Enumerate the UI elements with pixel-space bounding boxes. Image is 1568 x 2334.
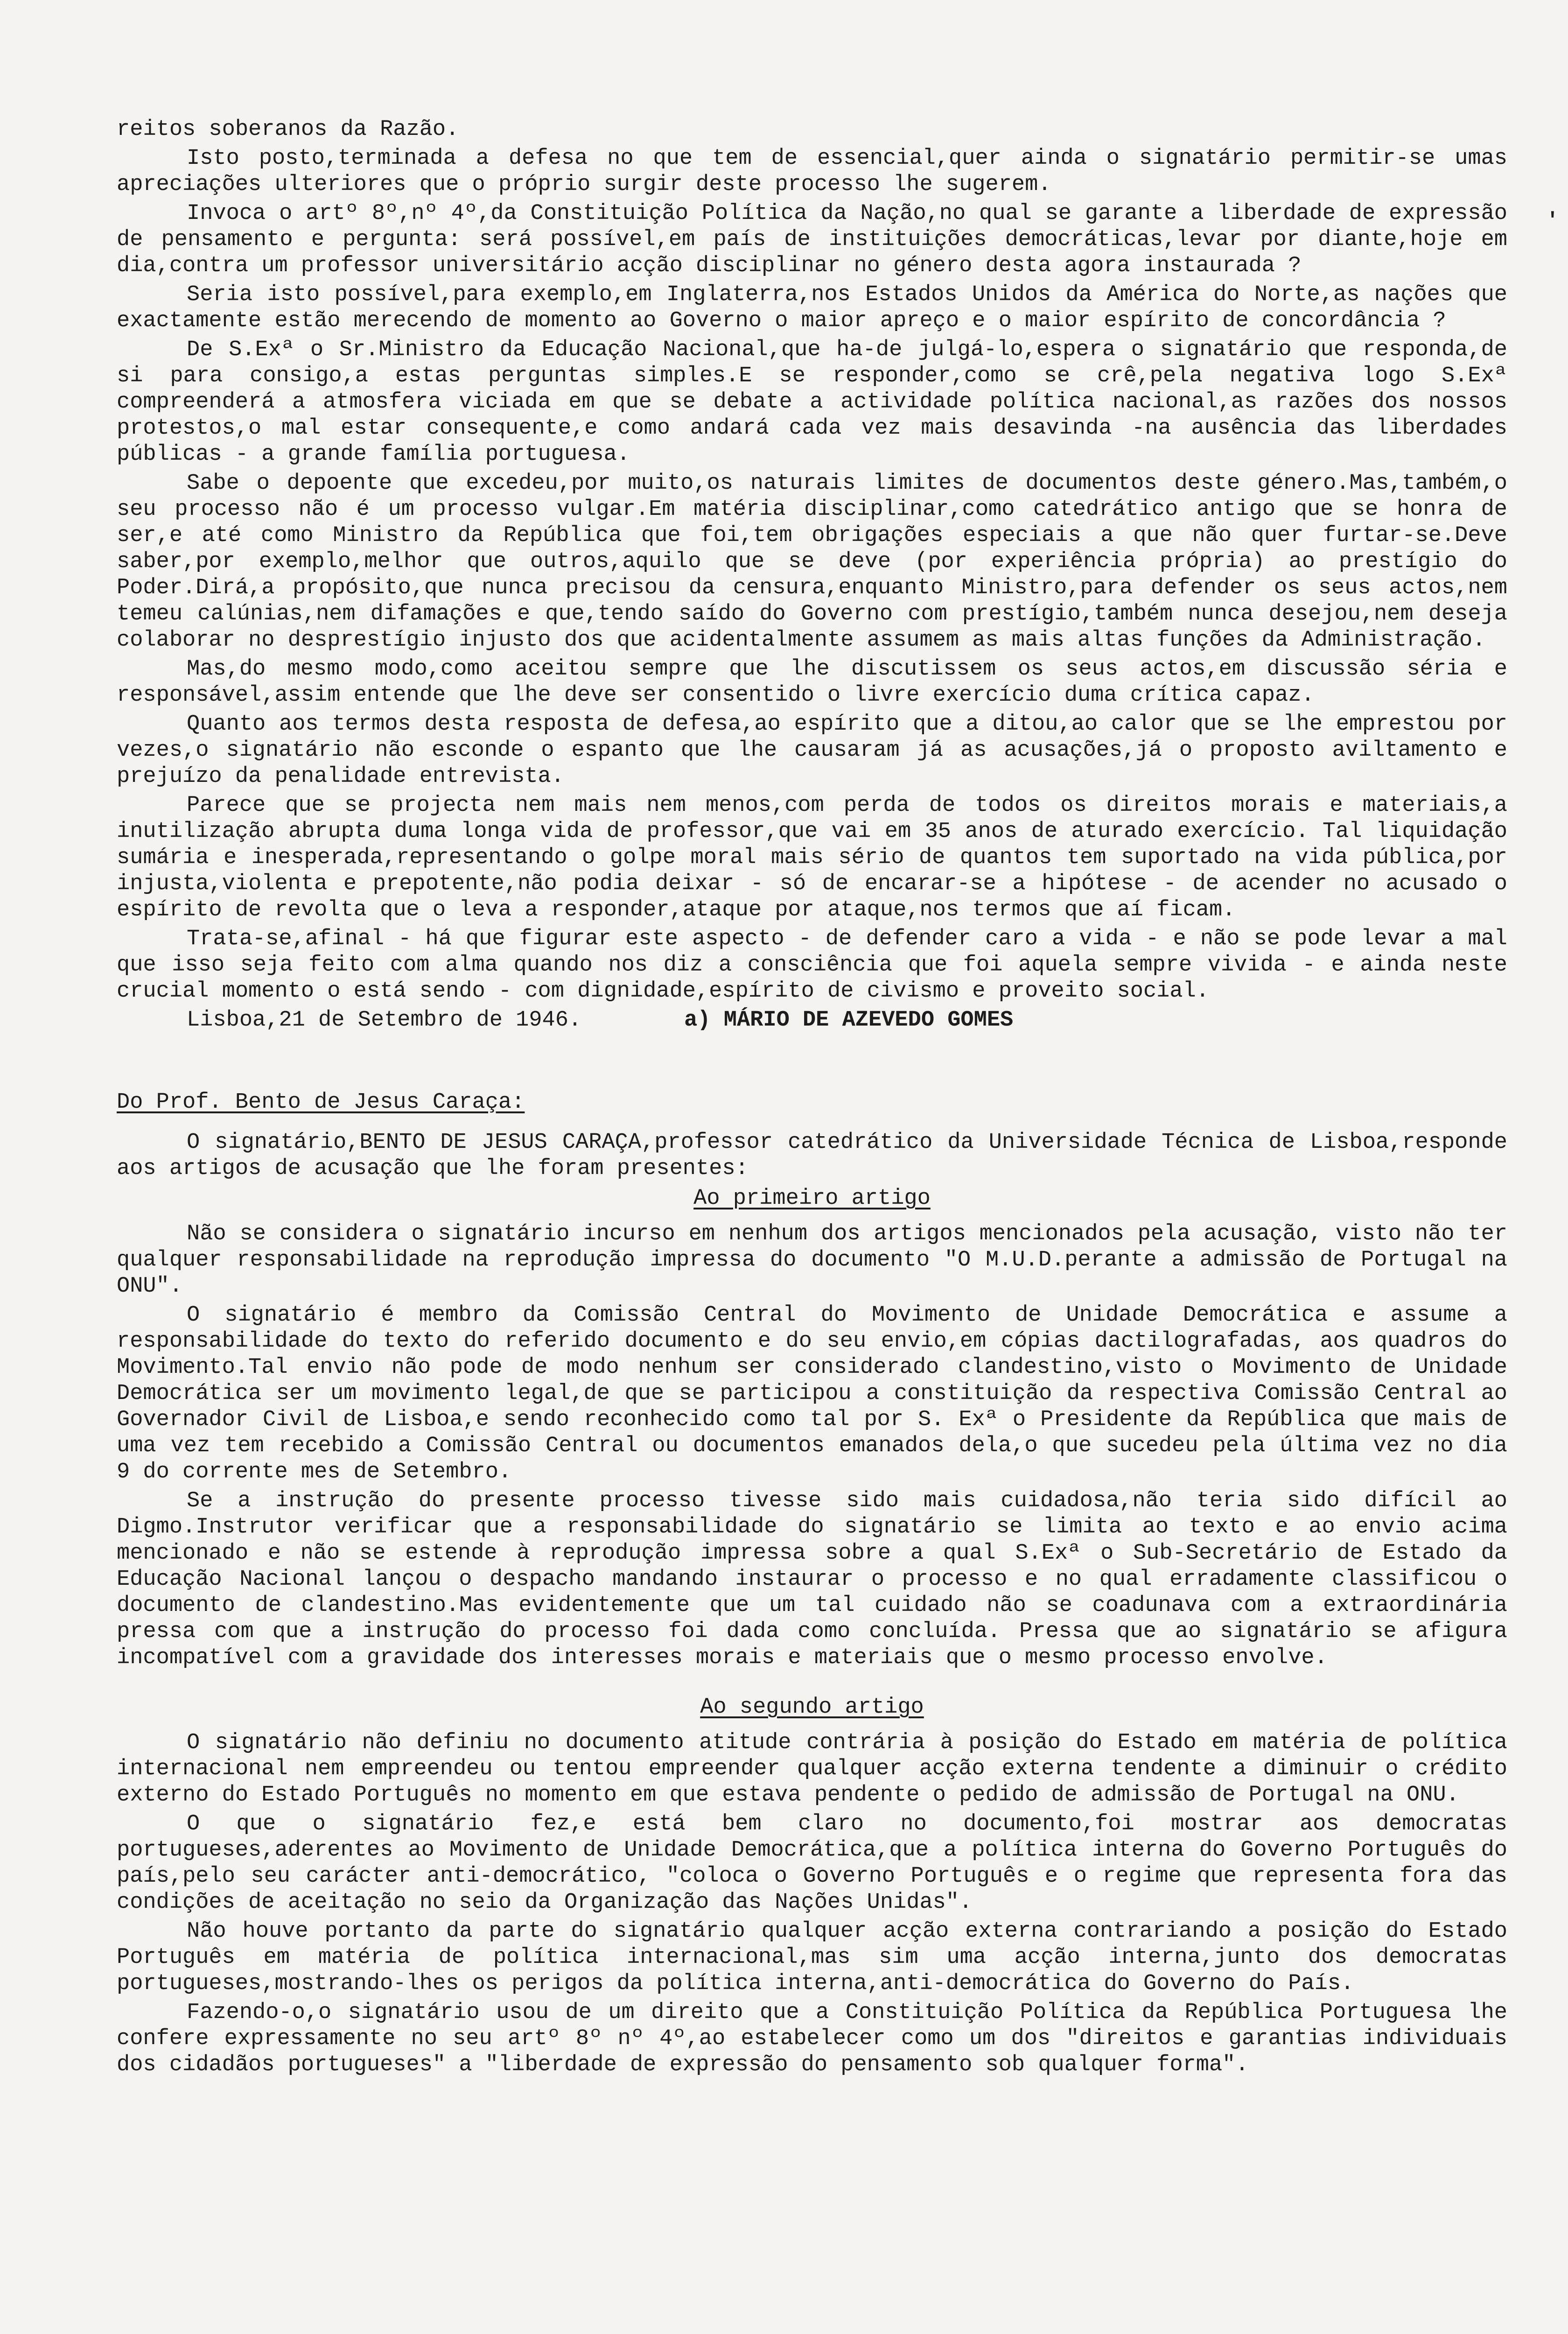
paragraph: Fazendo-o,o signatário usou de um direito que a Constituição Política da República Portuguesa lhe confere expressamente no seu artº 8º nº 4º,ao estabelecer como um dos "direitos e garantias individuais dos cidadãos portugueses" a "liberdade de expressão do pensamento sob qualquer forma". (117, 2000, 1507, 2077)
paragraph: O que o signatário fez,e está bem claro no documento,foi mostrar aos democratas portugueses,aderentes ao Movimento de Unidade Democrática,que a política interna do Governo Português do país,pelo seu carácter anti-democrático, "coloca o Governo Português e o regime que representa fora das condições de aceitação no seio da Organização das Nações Unidas". (117, 1812, 1507, 1915)
section-gomes-defense (117, 117, 1507, 1033)
margin-mark: ' (1546, 209, 1559, 232)
paragraph: Não se considera o signatário incurso em nenhum dos artigos mencionados pela acusação, visto não ter qualquer responsabilidade na reprodução impressa do documento "O M.U.D.perante a admissão de Portugal na ONU". (117, 1222, 1507, 1299)
paragraph: reitos soberanos da Razão. (117, 117, 459, 142)
paragraph: Não houve portanto da parte do signatário qualquer acção externa contrariando a posição do Estado Português em matéria de política internacional,mas sim uma acção interna,junto dos democratas portugueses,mostrando-lhes os perigos da política interna,anti-democrática do Governo do País. (117, 1919, 1507, 1996)
paragraph: Invoca o artº 8º,nº 4º,da Constituição Política da Nação,no qual se garante a liberdade de expressão de pensamento e pergunta: será possível,em país de instituições democráticas,levar por diante,hoje em dia,contra um professor universitário acção disciplinar no género desta agora instaurada ? (117, 201, 1507, 278)
paragraph: Sabe o depoente que excedeu,por muito,os naturais limites de documentos deste género.Mas,também,o seu processo não é um processo vulgar.Em matéria disciplinar,como catedrático antigo que se honra de ser,e até como Ministro da República que foi,tem obrigações especiais a que não quer furtar-se.Deve saber,por exemplo,melhor que outros,aquilo que se deve (por experiência própria) ao prestígio do Poder.Dirá,a propósito,que nunca precisou da censura,enquanto Ministro,para defender os seus actos,nem temeu calúnias,nem difamações e que,tendo saído do Governo com prestígio,também nunca desejou,nem deseja colaborar no desprestígio injusto dos que acidentalmente assumem as mais altas funções da Administração. (117, 471, 1507, 653)
paragraph: Mas,do mesmo modo,como aceitou sempre que lhe discutissem os seus actos,em discussão séria e responsável,assim entende que lhe deve ser consentido o livre exercício duma crítica capaz. (117, 657, 1507, 708)
paragraph: Isto posto,terminada a defesa no que tem de essencial,quer ainda o signatário permitir-se umas apreciações ulteriores que o próprio surgir deste processo lhe sugerem. (117, 146, 1507, 197)
section-header: Do Prof. Bento de Jesus Caraça: (117, 1090, 525, 1115)
article-title: Ao segundo artigo (700, 1695, 924, 1720)
intro-paragraph: O signatário,BENTO DE JESUS CARAÇA,professor catedrático da Universidade Técnica de Lisboa,responde aos artigos de acusação que lhe foram presentes: (117, 1130, 1507, 1181)
paragraph: De S.Exª o Sr.Ministro da Educação Nacional,que ha-de julgá-lo,espera o signatário que responda,de si para consigo,a estas perguntas simples.E se responder,como se crê,pela negativa logo S.Exª compreenderá a atmosfera viciada em que se debate a actividade política nacional,as razões dos nossos protestos,o mal estar consequente,e como andará cada vez mais desavinda -na ausência das liberdades públicas - a grande família portuguesa. (117, 337, 1507, 467)
signature: a) MÁRIO DE AZEVEDO GOMES (684, 1008, 1014, 1033)
paragraph: O signatário não definiu no documento atitude contrária à posição do Estado em matéria de política internacional nem empreendeu ou tentou empreender qualquer acção externa tendente a diminuir o crédito externo do Estado Português no momento em que estava pendente o pedido de admissão de Portugal na ONU. (117, 1730, 1507, 1807)
section-caraca-defense (117, 1090, 1507, 2078)
paragraph: Quanto aos termos desta resposta de defesa,ao espírito que a ditou,ao calor que se lhe emprestou por vezes,o signatário não esconde o espanto que lhe causaram já as acusações,já o proposto aviltamento e prejuízo da penalidade entrevista. (117, 712, 1507, 789)
document-date: Lisboa,21 de Setembro de 1946. (187, 1008, 582, 1033)
paragraph: Seria isto possível,para exemplo,em Inglaterra,nos Estados Unidos da América do Norte,as nações que exactamente estão merecendo de momento ao Governo o maior apreço e o maior espírito de concordância ? (117, 282, 1507, 333)
date-signature-line (117, 1007, 1507, 1033)
paragraph: O signatário é membro da Comissão Central do Movimento de Unidade Democrática e assume a responsabilidade do texto do referido documento e do seu envio,em cópias dactilografadas, aos quadros do Movimento.Tal envio não pode de modo nenhum ser considerado clandestino,visto o Movimento de Unidade Democrática ser um movimento legal,de que se participou a constituição da respectiva Comissão Central ao Governador Civil de Lisboa,e sendo reconhecido como tal por S. Exª o Presidente da República que mais de uma vez tem recebido a Comissão Central ou documentos emanados dela,o que sucedeu pela última vez no dia 9 do corrente mes de Setembro. (117, 1303, 1507, 1484)
paragraph: Parece que se projecta nem mais nem menos,com perda de todos os direitos morais e materiais,a inutilização abrupta duma longa vida de professor,que vai em 35 anos de aturado exercício. Tal liquidação sumária e inesperada,representando o golpe moral mais sério de quantos tem suportado na vida pública,por injusta,violenta e prepotente,não podia deixar - só de encarar-se a hipótese - de acender no acusado o espírito de revolta que o leva a responder,ataque por ataque,nos termos que aí ficam. (117, 793, 1507, 922)
paragraph: Trata-se,afinal - há que figurar este aspecto - de defender caro a vida - e não se pode levar a mal que isso seja feito com alma quando nos diz a consciência que foi aquela sempre vivida - e ainda neste crucial momento o está sendo - com dignidade,espírito de civismo e proveito social. (117, 927, 1507, 1004)
article-title: Ao primeiro artigo (693, 1186, 931, 1211)
paragraph: Se a instrução do presente processo tivesse sido mais cuidadosa,não teria sido difícil ao Digmo.Instrutor verificar que a responsabilidade do signatário se limita ao texto e ao envio acima mencionado e não se estende à reprodução impressa sobre a qual S.Exª o Sub-Secretário de Estado da Educação Nacional lançou o despacho mandando instaurar o processo e no qual erradamente classificou o documento de clandestino.Mas evidentemente que um tal cuidado não se coadunava com a extraordinária pressa com que a instrução do processo foi dada como concluída. Pressa que ao signatário se afigura incompatível com a gravidade dos interesses morais e materiais que o mesmo processo envolve. (117, 1489, 1507, 1670)
